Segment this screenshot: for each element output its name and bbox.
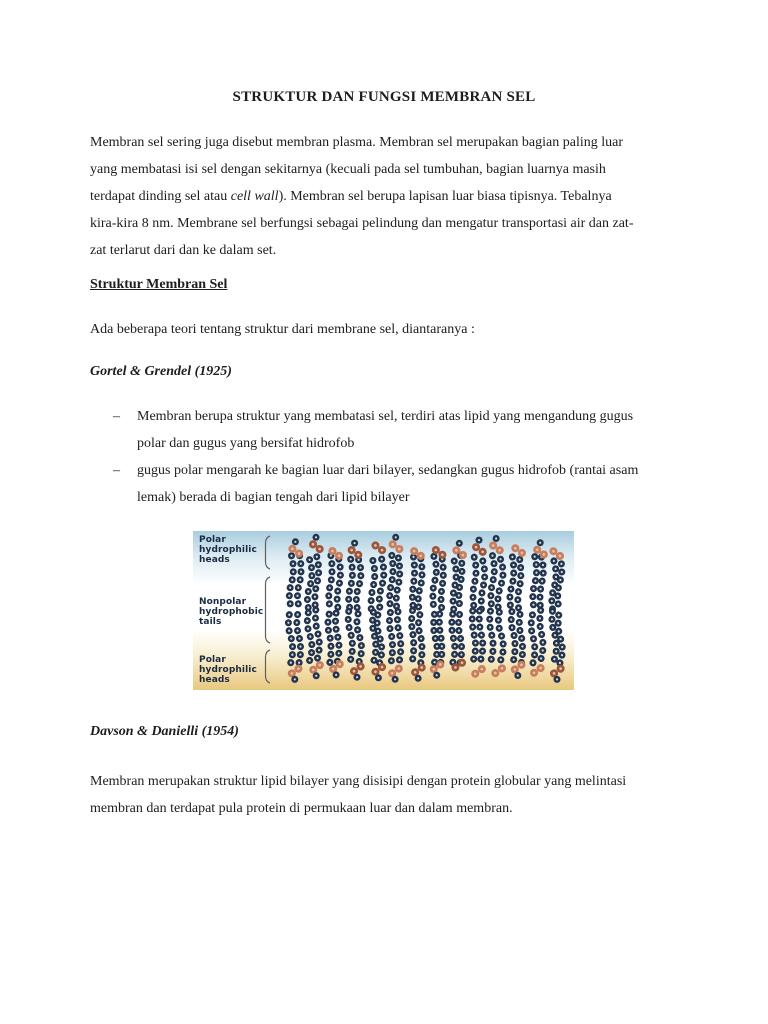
label-line: Nonpolar [199,597,247,607]
diagram-label-polar-heads-top [199,535,265,565]
theory-heading-gortel-grendel: Gortel & Grendel (1925) [90,364,232,379]
text-line: zat terlarut dari dan ke dalam set. [90,243,277,258]
label-line: Polar [199,655,226,665]
bullet-list [90,403,638,511]
bullet-marker: – [113,409,120,424]
label-line: tails [199,617,222,627]
theory-heading-davson-danielli: Davson & Danielli (1954) [90,724,239,739]
label-line: heads [199,555,230,565]
lipid-bilayer-figure [193,531,574,690]
section-intro: Ada beberapa teori tentang struktur dari membrane sel, diantaranya : [90,322,475,337]
label-line: hydrophilic [199,545,257,555]
section-heading: Struktur Membran Sel [90,277,228,292]
list-item [90,457,638,484]
bullet-marker: – [113,463,120,478]
text-segment: ). Membran sel berupa lapisan luar biasa tipisnya. Tebalnya [278,189,612,204]
italic-term-cell-wall: cell wall [230,189,279,204]
text-line: membran dan terdapat pula protein di permukaan luar dan dalam membran. [90,801,513,816]
list-item-continuation [90,484,638,511]
label-line: Polar [199,535,226,545]
list-item-text: lemak) berada di bagian tengah dari lipid bilayer [137,490,410,505]
list-item [90,403,638,430]
list-item-text: gugus polar mengarah ke bagian luar dari bilayer, sedangkan gugus hidrofob (rantai asam [137,463,639,478]
list-item-continuation [90,430,638,457]
label-line: hydrophobic [199,607,264,617]
davson-paragraph [90,768,626,822]
text-line: Membran sel sering juga disebut membran plasma. Membran sel merupakan bagian paling luar [90,135,624,150]
intro-paragraph [90,129,633,264]
list-item-text: polar dan gugus yang bersifat hidrofob [137,436,355,451]
text-segment: terdapat dinding sel atau [90,189,231,204]
label-line: hydrophilic [199,665,257,675]
text-line: yang membatasi isi sel dengan sekitarnya (kecuali pada sel tumbuhan, bagian luarnya masih [90,162,606,177]
list-item-text: Membran berupa struktur yang membatasi sel, terdiri atas lipid yang mengandung gugus [137,409,634,424]
text-line: kira-kira 8 nm. Membrane sel berfungsi sebagai pelindung dan mengatur transportasi air dan zat- [90,216,634,231]
text-line [90,183,633,210]
diagram-label-nonpolar-tails [199,597,265,627]
diagram-label-polar-heads-bottom [199,655,265,685]
text-line: Membran merupakan struktur lipid bilayer yang disisipi dengan protein globular yang melintasi [90,774,627,789]
page-title: STRUKTUR DAN FUNGSI MEMBRAN SEL [232,89,536,105]
label-line: heads [199,675,230,685]
